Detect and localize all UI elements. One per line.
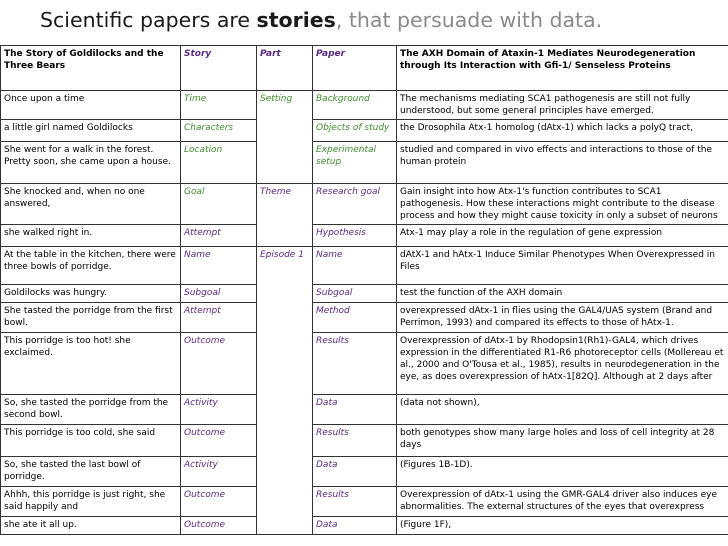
story-type-cell: Subgoal (181, 285, 257, 303)
part-cell (257, 517, 313, 535)
story-type-cell: Time (181, 91, 257, 120)
table-row (1, 457, 728, 487)
table-row (1, 395, 728, 425)
paper-text: Gain insight into how Atx-1's function contributes to SCA1 pathogenesis. How these interactions might contribute to the disease process and how they might cause toxicity in only a subset of neurons (400, 187, 718, 221)
paper-cell: (Figures 1B-1D). (397, 457, 728, 487)
part-cell: Episode 1 (257, 247, 313, 285)
part-cell: Theme (257, 184, 313, 225)
paper-type-cell: Background (313, 91, 397, 120)
story-cell: This porridge is too hot! she exclaimed. (1, 333, 181, 395)
paper-type-cell: Results (313, 487, 397, 517)
story-type-cell: Attempt (181, 225, 257, 247)
part-cell (257, 333, 313, 395)
part-cell (257, 457, 313, 487)
paper-cell: studied and compared in vivo effects and interactions to those of the human protein (397, 142, 728, 184)
story-cell: At the table in the kitchen, there were three bowls of porridge. (1, 247, 181, 285)
story-type-cell: Outcome (181, 333, 257, 395)
part-cell (257, 303, 313, 333)
header-story: The Story of Goldilocks and the Three Bears (1, 46, 181, 91)
paper-cell: (data not shown), (397, 395, 728, 425)
story-text: So, she tasted the last bowl of porridge. (4, 460, 141, 481)
story-cell: She went for a walk in the forest. Pretty soon, she came upon a house. (1, 142, 181, 184)
table-row (1, 225, 728, 247)
paper-cell: overexpressed dAtx-1 in flies using the GAL4/UAS system (Brand and Perrimon, 1993) and compared its effects to those of hAtx-1. (397, 303, 728, 333)
story-paper-table (0, 45, 728, 535)
story-cell: She tasted the porridge from the first bowl. (1, 303, 181, 333)
story-cell: This porridge is too cold, she said (1, 425, 181, 457)
paper-type-cell: Hypothesis (313, 225, 397, 247)
header-part: Part (257, 46, 313, 91)
paper-cell: dAtX-1 and hAtx-1 Induce Similar Phenotypes When Overexpressed in Files (397, 247, 728, 285)
paper-type-cell: Data (313, 395, 397, 425)
paper-type-cell: Results (313, 333, 397, 395)
story-type-cell: Location (181, 142, 257, 184)
paper-text: The mechanisms mediating SCA1 pathogenesis are still not fully understood, but some general principles have emerged. (400, 94, 691, 116)
table-row (1, 120, 728, 142)
story-type-cell: Attempt (181, 303, 257, 333)
part-cell (257, 395, 313, 425)
paper-type-cell: Data (313, 517, 397, 535)
table-row (1, 487, 728, 517)
table-row (1, 333, 728, 395)
paper-cell (397, 184, 728, 225)
paper-type-cell: Objects of study (313, 120, 397, 142)
title-bold: stories (256, 8, 336, 32)
paper-type-cell: Results (313, 425, 397, 457)
table-row (1, 285, 728, 303)
story-cell: Ahhh, this porridge is just right, she said happily and (1, 487, 181, 517)
story-type-cell: Outcome (181, 425, 257, 457)
story-cell: a little girl named Goldilocks (1, 120, 181, 142)
paper-cell: the Drosophila Atx-1 homolog (dAtx-1) which lacks a polyQ tract, (397, 120, 728, 142)
table-row (1, 142, 728, 184)
table-row (1, 303, 728, 333)
paper-type-cell: Data (313, 457, 397, 487)
story-cell: she ate it all up. (1, 517, 181, 535)
paper-type-cell: Name (313, 247, 397, 285)
header-paper-type: Paper (313, 46, 397, 91)
story-type-cell: Activity (181, 395, 257, 425)
story-type-cell: Activity (181, 457, 257, 487)
paper-text: Overexpression of dAtx-1 by Rhodopsin1(Rh1)-GAL4, which drives expression in the differentiated R1-R6 photoreceptor cells (Mollereau et al., 2000 and O'Tousa et al., 1985), results in neurodegeneration in the eye, as does overexpression of hAtx-1[82Q]. Although at 2 days after (400, 336, 724, 382)
story-type-cell: Outcome (181, 487, 257, 517)
page-title (0, 0, 728, 40)
story-type-cell: Goal (181, 184, 257, 225)
story-type-cell: Name (181, 247, 257, 285)
paper-type-cell: Method (313, 303, 397, 333)
table-row (1, 247, 728, 285)
header-paper: The AXH Domain of Ataxin-1 Mediates Neurodegeneration through Its Interaction with Gfi-1/ Senseless Proteins (397, 46, 728, 91)
story-type-cell: Characters (181, 120, 257, 142)
paper-cell (397, 333, 728, 395)
table-row (1, 425, 728, 457)
paper-type-cell: Experimental setup (313, 142, 397, 184)
table-row (1, 517, 728, 535)
part-cell (257, 285, 313, 303)
header-row (1, 46, 728, 91)
title-rest: , that persuade with data. (335, 8, 603, 32)
part-cell (257, 425, 313, 457)
title-main: Scientific papers are (40, 8, 257, 32)
table-row (1, 184, 728, 225)
part-cell (257, 142, 313, 184)
paper-type-cell: Research goal (313, 184, 397, 225)
story-cell (1, 457, 181, 487)
story-cell: She knocked and, when no one answered, (1, 184, 181, 225)
story-type-cell: Outcome (181, 517, 257, 535)
paper-cell (397, 91, 728, 120)
table-row (1, 91, 728, 120)
paper-cell: both genotypes show many large holes and loss of cell integrity at 28 days (397, 425, 728, 457)
story-cell: she walked right in. (1, 225, 181, 247)
part-cell (257, 225, 313, 247)
paper-cell: test the function of the AXH domain (397, 285, 728, 303)
paper-cell: (Figure 1F), (397, 517, 728, 535)
story-cell: So, she tasted the porridge from the second bowl. (1, 395, 181, 425)
paper-cell: Overexpression of dAtx-1 using the GMR-GAL4 driver also induces eye abnormalities. The external structures of the eyes that overexpress (397, 487, 728, 517)
story-cell: Goldilocks was hungry. (1, 285, 181, 303)
story-cell: Once upon a time (1, 91, 181, 120)
part-cell: Setting (257, 91, 313, 120)
header-type: Story (181, 46, 257, 91)
paper-cell: Atx-1 may play a role in the regulation of gene expression (397, 225, 728, 247)
paper-type-cell: Subgoal (313, 285, 397, 303)
part-cell (257, 120, 313, 142)
part-cell (257, 487, 313, 517)
